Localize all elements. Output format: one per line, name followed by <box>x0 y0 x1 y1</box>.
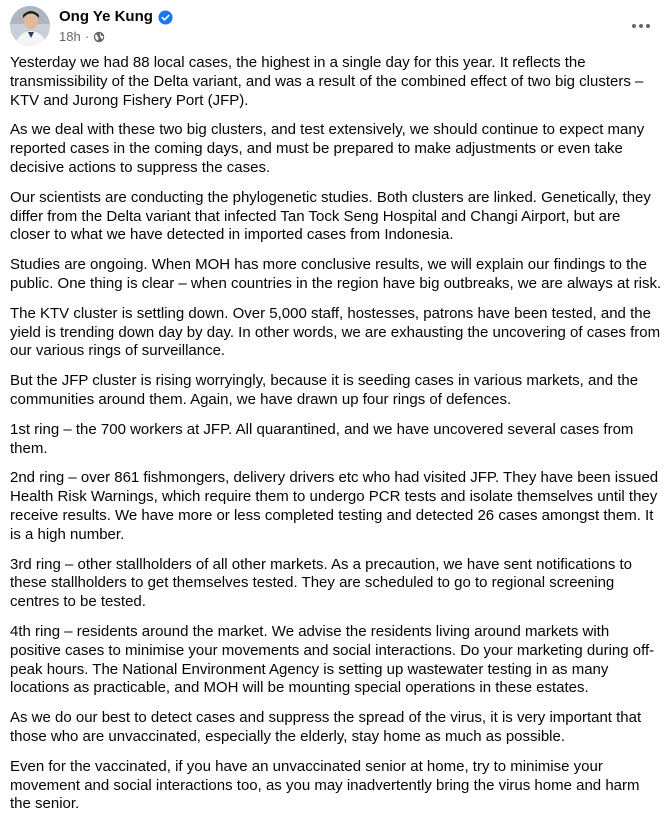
post-body <box>10 54 662 825</box>
post-header <box>10 4 659 50</box>
post-paragraph: 4th ring – residents around the market. We advise the residents living around markets with positive cases to minimise your movements and social interactions. Do your marketing during off-peak hours. The National Environment Agency is setting up wastewater testing in as many locations as practicable, and MOH will be mounting special operations in these estates. <box>10 622 655 697</box>
meta-separator: · <box>84 29 90 44</box>
post-paragraph: As we do our best to detect cases and suppress the spread of the virus, it is very important that those who are unvaccinated, especially the elderly, stay home as much as possible. <box>10 709 642 745</box>
author-row <box>59 8 173 26</box>
avatar-photo <box>10 6 50 46</box>
more-options-button[interactable] <box>625 10 657 42</box>
more-options-icon <box>639 24 643 28</box>
post-paragraph: 2nd ring – over 861 fishmongers, delivery drivers etc who had visited JFP. They have been issued Health Risk Warnings, which require them to undergo PCR tests and isolate themselves until they receive results. We have more or less completed testing and detected 26 cases amongst them. It is a high number. <box>10 469 659 543</box>
post-paragraph: Yesterday we had 88 local cases, the highest in a single day for this year. It reflects the transmissibility of the Delta variant, and was a result of the combined effect of two big clusters – KTV and Jurong Fishery Port (JFP). <box>10 54 644 109</box>
post-paragraph: Studies are ongoing. When MOH has more conclusive results, we will explain our findings to the public. One thing is clear – when countries in the region have big outbreaks, we are always at risk. <box>10 256 662 292</box>
post-paragraph: Even for the vaccinated, if you have an unvaccinated senior at home, try to minimise your movement and social interactions too, as you may inadvertently bring the virus home and harm the senior. <box>10 757 640 813</box>
post-timestamp[interactable]: 18h <box>59 29 81 44</box>
post-meta <box>59 29 105 45</box>
more-options-icon <box>632 24 636 28</box>
verified-badge-icon <box>158 10 173 25</box>
post-paragraph: But the JFP cluster is rising worryingly, because it is seeding cases in various markets, and the communities around them. Again, we have drawn up four rings of defences. <box>10 372 639 408</box>
post-paragraph: 1st ring – the 700 workers at JFP. All quarantined, and we have uncovered several cases from them. <box>10 420 634 457</box>
more-options-icon <box>646 24 650 28</box>
post-paragraph: The KTV cluster is settling down. Over 5,000 staff, hostesses, patrons have been tested, and the yield is trending down day by day. In other words, we are exhausting the uncovering of cases from our various rings of surveillance. <box>10 304 661 360</box>
post-paragraph: Our scientists are conducting the phylogenetic studies. Both clusters are linked. Genetically, they differ from the Delta variant that infected Tan Tock Seng Hospital and Changi Airport, but are closer to what we have detected in imported cases from Indonesia. <box>10 188 651 244</box>
author-name[interactable]: Ong Ye Kung <box>59 8 153 25</box>
globe-icon[interactable] <box>93 31 105 43</box>
post-paragraph: As we deal with these two big clusters, and test extensively, we should continue to expect many reported cases in the coming days, and must be prepared to make adjustments or even take decisive actions to suppress the cases. <box>10 121 645 176</box>
post-paragraph: 3rd ring – other stallholders of all other markets. As a precaution, we have sent notifications to these stallholders to get themselves tested. They are scheduled to go to regional screening centres to be tested. <box>10 555 633 611</box>
author-avatar[interactable] <box>10 6 50 46</box>
